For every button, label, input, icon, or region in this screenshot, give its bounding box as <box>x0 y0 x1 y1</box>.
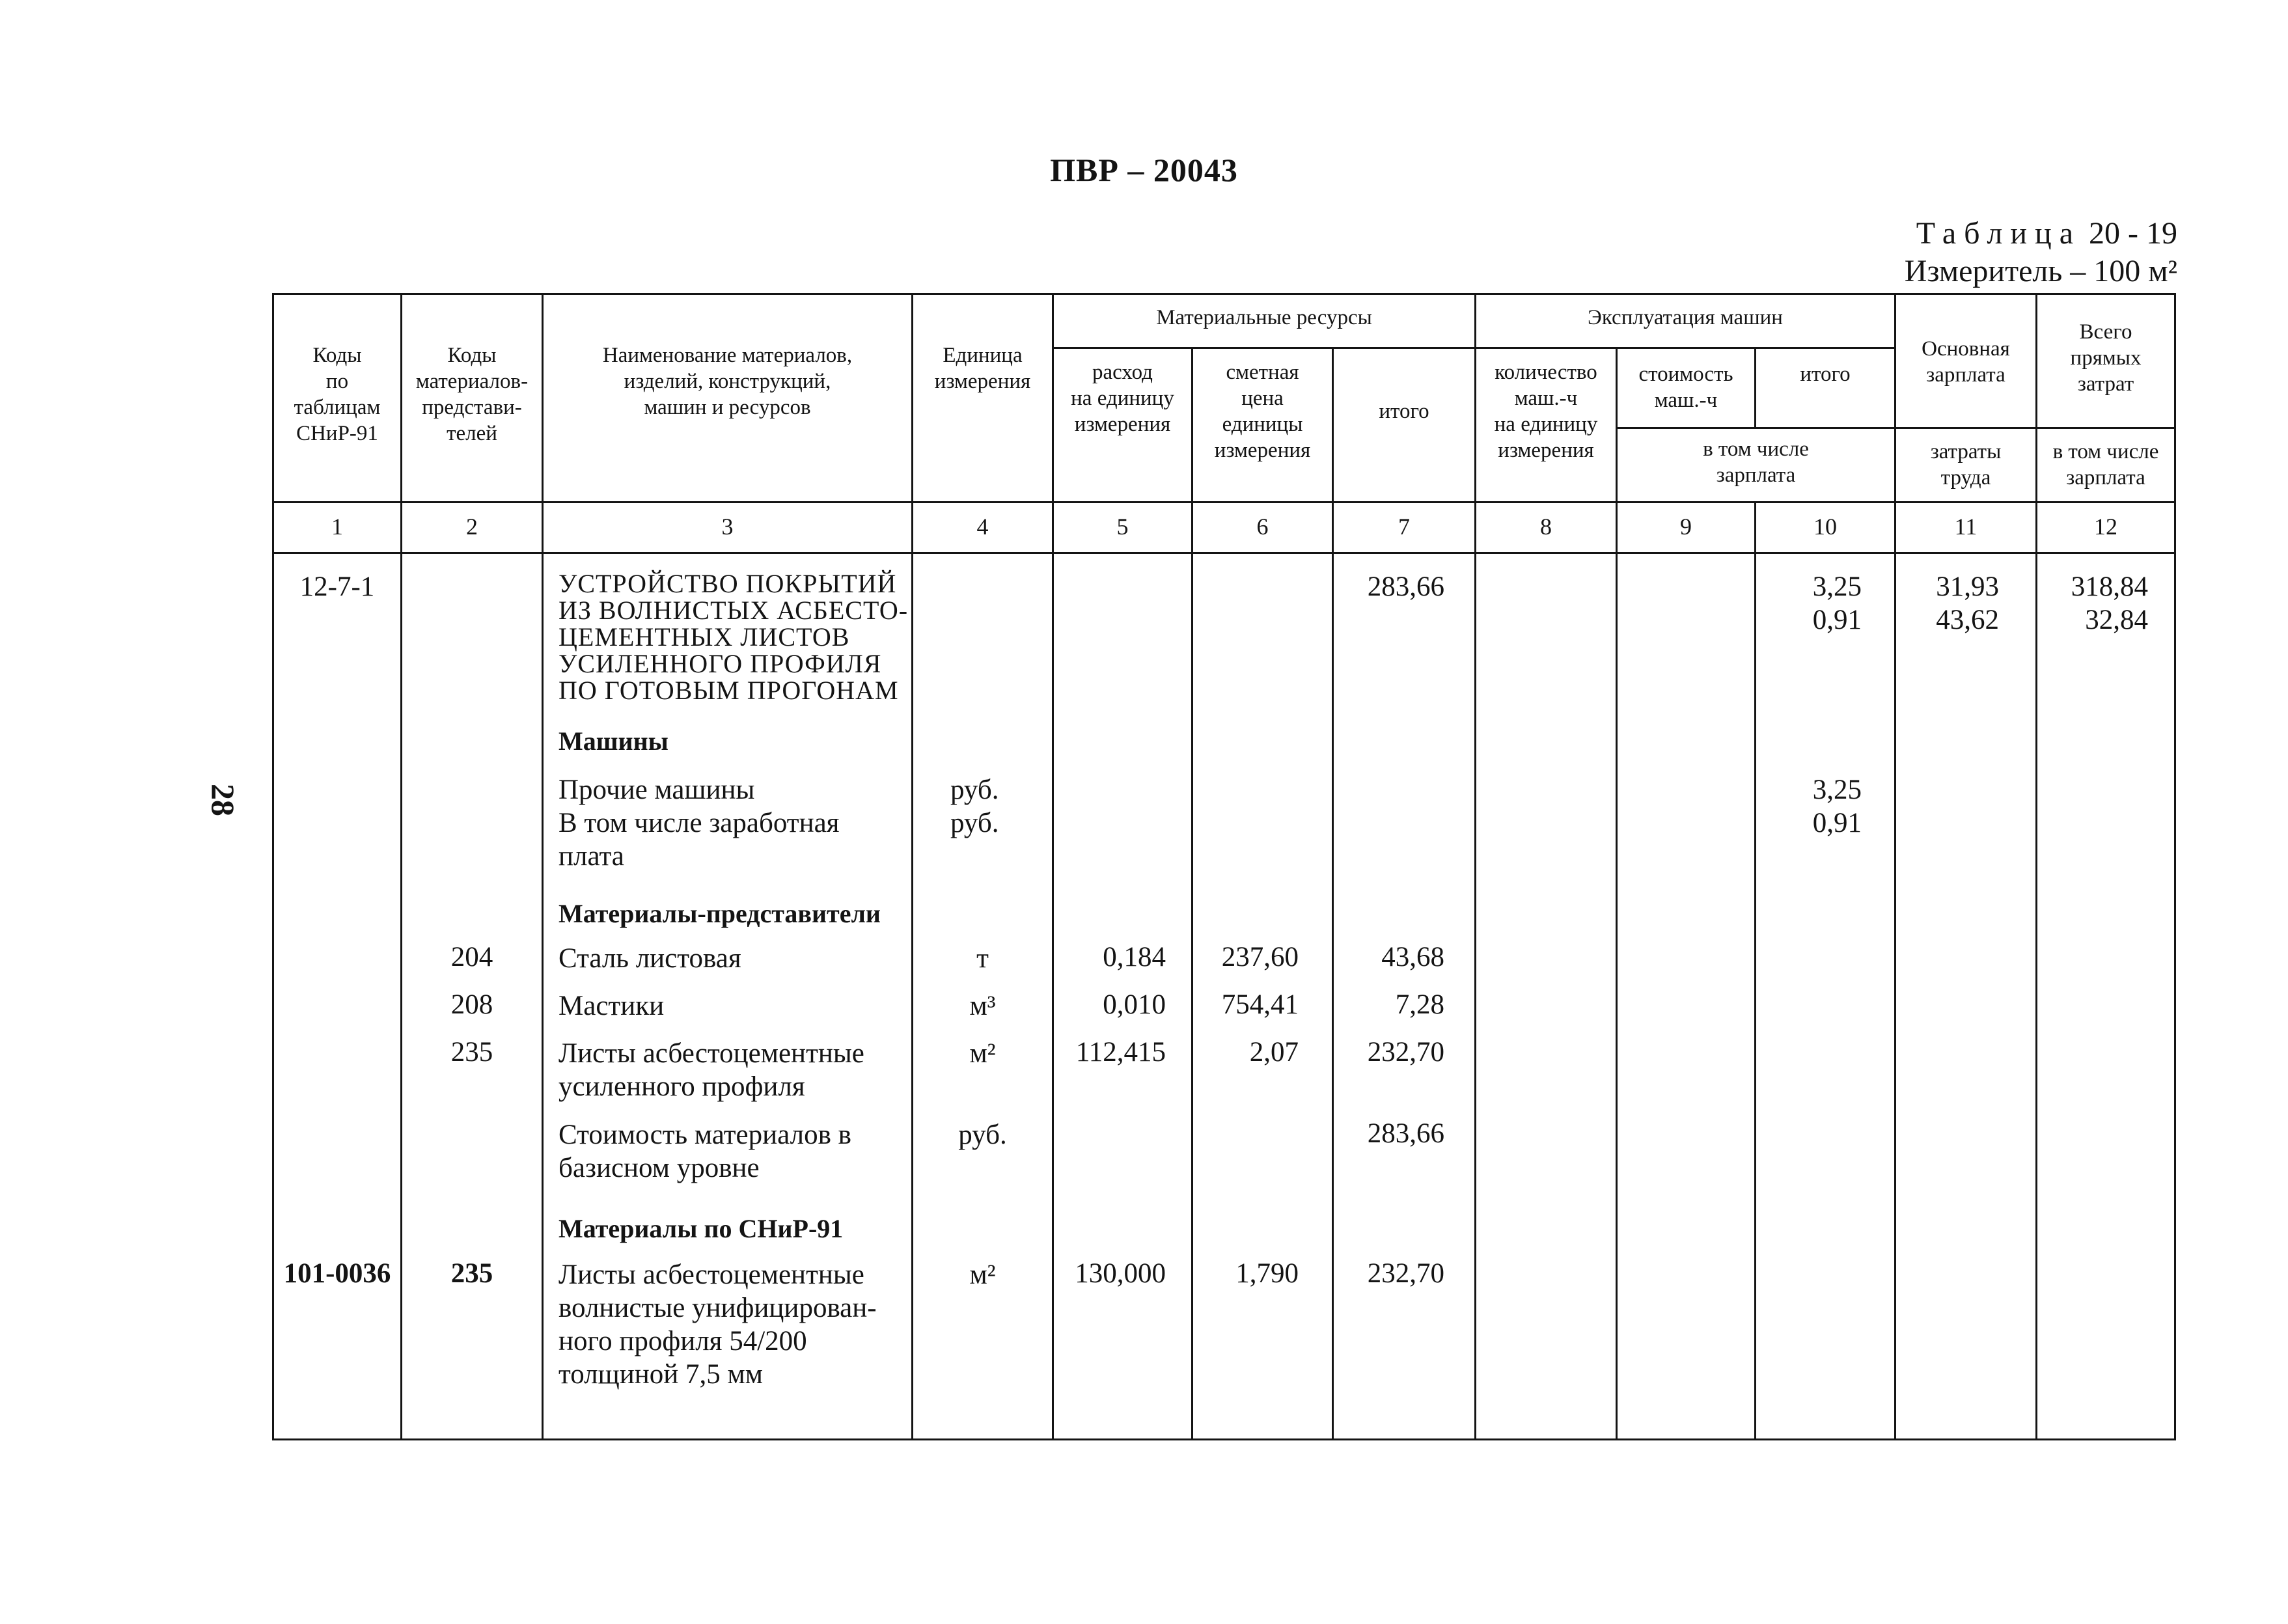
mastic-name: Мастики <box>558 991 665 1021</box>
sheets-consumption: 112,415 <box>1075 1037 1166 1067</box>
header-material-resources: Материальные ресурсы <box>1156 306 1372 329</box>
other-machines-unit: руб. <box>950 775 999 805</box>
mastic-price: 754,41 <box>1221 989 1299 1020</box>
col-number: 6 <box>1256 514 1269 540</box>
header-total-direct: Всего прямых затрат <box>2070 320 2142 396</box>
header-base-wage: Основная зарплата <box>1922 337 2010 387</box>
document-title: ПВР – 20043 <box>1050 152 1238 188</box>
col-number: 3 <box>721 514 734 540</box>
header-unit: Единица измерения <box>934 344 1031 393</box>
table-label: Таблица <box>1916 216 2082 251</box>
snir-item-unit: м² <box>969 1259 996 1290</box>
table-number: 20 - 19 <box>2089 216 2177 251</box>
steel-code: 204 <box>450 942 493 972</box>
header-machine-wage-sub: в том числе зарплата <box>1703 437 1809 487</box>
main-item-code: 12-7-1 <box>299 571 375 602</box>
snir-item-consumption: 130,000 <box>1075 1258 1166 1289</box>
header-name: Наименование материалов, изделий, конструкций, машин и ресурсов <box>602 344 853 419</box>
header-material-total: итого <box>1379 400 1429 423</box>
main-item-base-wage: 31,93 43,62 <box>1936 571 1999 635</box>
snir-item-code: 101-0036 <box>283 1258 391 1289</box>
mat-cost-unit: руб. <box>958 1120 1007 1150</box>
main-item-total: 283,66 <box>1367 571 1444 602</box>
table-label-block <box>1905 215 2177 290</box>
col-number: 7 <box>1398 514 1410 540</box>
col-number: 10 <box>1813 514 1837 540</box>
incl-wage-name: В том числе заработная плата <box>558 808 840 872</box>
measure-unit: Измеритель – 100 м² <box>1904 254 2177 288</box>
main-item-machine-total: 3,25 0,91 <box>1812 571 1862 635</box>
header-total-wage: в том числе зарплата <box>2052 440 2159 489</box>
mat-cost-name: Стоимость материалов в базисном уровне <box>558 1120 851 1183</box>
col-number: 11 <box>1954 514 1978 540</box>
mastic-unit: м³ <box>969 991 996 1021</box>
header-consumption: расход на единицу измерения <box>1071 361 1174 436</box>
snir-heading: Материалы по СНиР-91 <box>558 1214 844 1243</box>
sheets-name: Листы асбестоцементные усиленного профиля <box>558 1038 864 1102</box>
snir-item-material-code: 235 <box>450 1258 493 1289</box>
mastic-total: 7,28 <box>1395 989 1444 1020</box>
header-labor-cost: затраты труда <box>1930 440 2002 489</box>
col-number: 9 <box>1680 514 1692 540</box>
col-number: 5 <box>1116 514 1129 540</box>
steel-total: 43,68 <box>1381 942 1444 972</box>
steel-name: Сталь листовая <box>558 943 741 974</box>
col-number: 1 <box>331 514 343 540</box>
other-machines-cost: 3,25 <box>1812 775 1862 805</box>
header-machine-hours: количество маш.-ч на единицу измерения <box>1494 361 1598 462</box>
steel-price: 237,60 <box>1221 942 1299 972</box>
snir-item-total: 232,70 <box>1367 1258 1444 1289</box>
header-snir-codes: Коды по таблицам СНиР-91 <box>294 344 381 445</box>
sheets-price: 2,07 <box>1249 1037 1299 1067</box>
header-machine-total: итого <box>1800 363 1851 386</box>
page-number: 28 <box>205 784 241 816</box>
main-item-total-direct: 318,84 32,84 <box>2071 571 2148 635</box>
header-material-codes: Коды материалов- представи- телей <box>415 344 529 445</box>
col-number: 12 <box>2094 514 2117 540</box>
header-price: сметная цена единицы измерения <box>1214 361 1311 462</box>
materials-heading: Материалы-представители <box>558 899 881 928</box>
main-item-name: УСТРОЙСТВО ПОКРЫТИЙ ИЗ ВОЛНИСТЫХ АСБЕСТО- ЦЕМЕНТНЫХ ЛИСТОВ УСИЛЕННОГО ПРОФИЛЯ ПО ГОТОВЫМ ПРОГОНАМ <box>558 569 909 705</box>
other-machines-name: Прочие машины <box>558 775 755 805</box>
header-machine-operation: Эксплуатация машин <box>1588 306 1783 329</box>
snir-item-price: 1,790 <box>1235 1258 1299 1289</box>
machines-heading: Машины <box>558 726 668 756</box>
steel-unit: т <box>976 943 989 974</box>
mastic-code: 208 <box>450 989 493 1020</box>
incl-wage-cost: 0,91 <box>1812 808 1862 838</box>
sheets-code: 235 <box>450 1037 493 1067</box>
steel-consumption: 0,184 <box>1103 942 1166 972</box>
header-machine-hour-cost: стоимость маш.-ч <box>1638 363 1733 412</box>
mat-cost-total: 283,66 <box>1367 1118 1444 1149</box>
col-number: 8 <box>1540 514 1552 540</box>
sheets-unit: м² <box>969 1038 996 1069</box>
incl-wage-unit: руб. <box>950 808 999 838</box>
mastic-consumption: 0,010 <box>1103 989 1166 1020</box>
sheets-total: 232,70 <box>1367 1037 1444 1067</box>
col-number: 4 <box>976 514 989 540</box>
col-number: 2 <box>466 514 478 540</box>
snir-item-name: Листы асбестоцементные волнистые унифицирован- ного профиля 54/200 толщиной 7,5 мм <box>558 1259 877 1390</box>
